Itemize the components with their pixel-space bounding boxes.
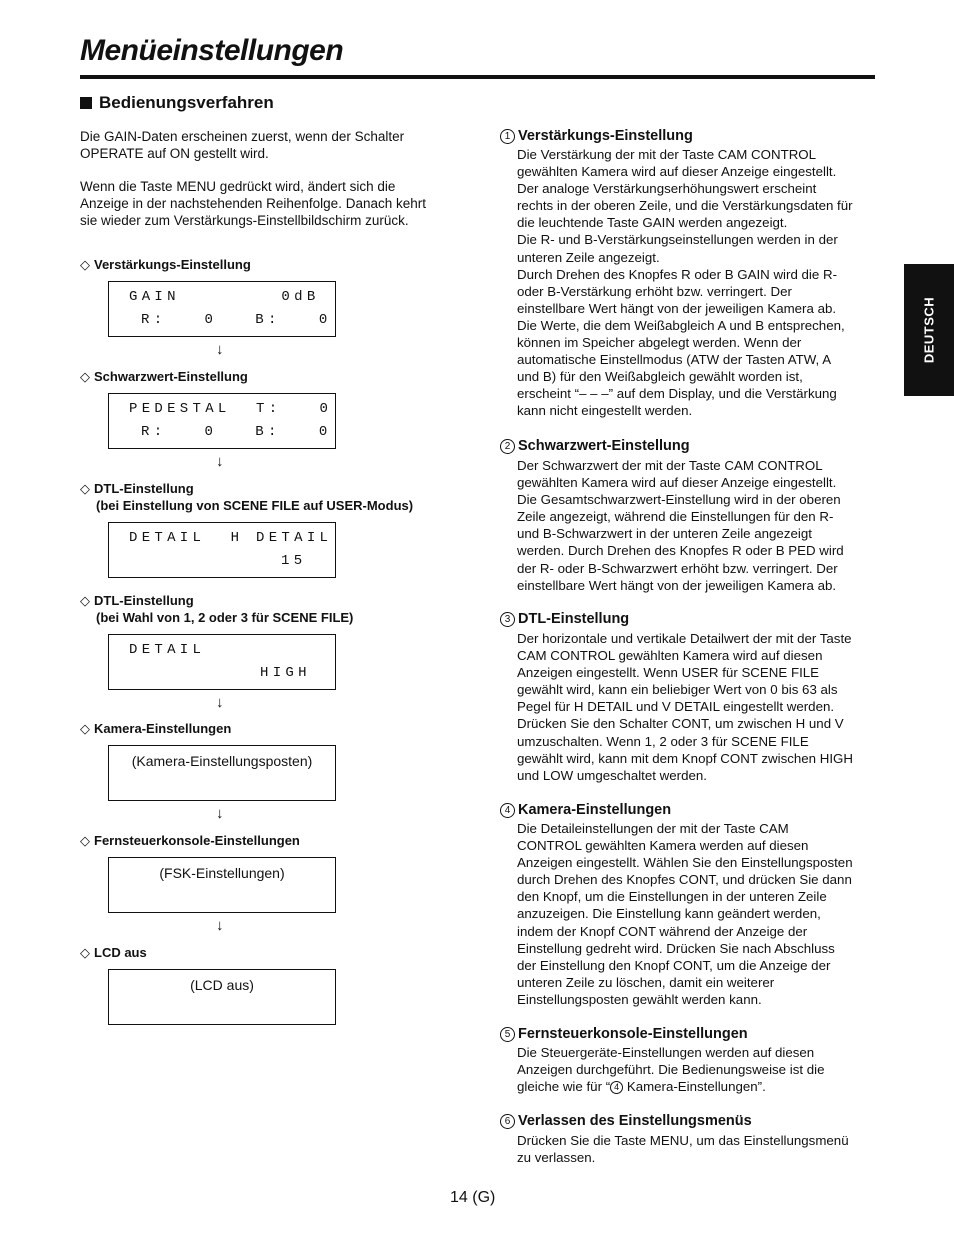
lcd-display-lcd-off bbox=[108, 969, 336, 1025]
item-body-camera bbox=[517, 820, 877, 1008]
down-arrow-icon: ↓ bbox=[216, 917, 224, 934]
body-line: CAM CONTROL gewählten Kamera wird auf diesen bbox=[517, 648, 823, 664]
section-heading bbox=[80, 93, 274, 113]
lcd-display-pedestal bbox=[108, 393, 336, 449]
item-heading-remote bbox=[500, 1026, 748, 1042]
diamond-icon: ◇ bbox=[80, 721, 90, 736]
body-line: Anzeigen durchgeführt. Die Bedienungsweise ist die bbox=[517, 1062, 825, 1078]
diagram-label-text: Fernsteuerkonsole-Einstellungen bbox=[94, 833, 300, 848]
item-heading-text: Fernsteuerkonsole-Einstellungen bbox=[518, 1026, 748, 1042]
section-heading-text: Bedienungsverfahren bbox=[99, 93, 274, 112]
down-arrow-icon: ↓ bbox=[216, 805, 224, 822]
item-body-pedestal bbox=[517, 457, 877, 594]
body-line bbox=[517, 1078, 877, 1095]
lcd-display-dtl-scene bbox=[108, 634, 336, 690]
item-heading-dtl bbox=[500, 611, 629, 627]
diagram-label-text: LCD aus bbox=[94, 945, 147, 960]
body-line: und B-Schwarzwert in der unteren Zeile angezeigt bbox=[517, 526, 812, 542]
body-line: gewählt wird, kann mit dem Knopf CONT zwischen HIGH bbox=[517, 750, 853, 766]
body-line: Drücken Sie den Schalter CONT, um zwischen H und V bbox=[517, 716, 844, 732]
body-line: zu verlassen. bbox=[517, 1150, 596, 1166]
lcd-display-gain bbox=[108, 281, 336, 337]
item-heading-text: Verstärkungs-Einstellung bbox=[518, 128, 693, 144]
item-heading-text: Schwarzwert-Einstellung bbox=[518, 438, 690, 454]
diagram-sublabel-dtl-user: (bei Einstellung von SCENE FILE auf USER-Modus) bbox=[96, 498, 414, 513]
item-heading-text: DTL-Einstellung bbox=[518, 611, 630, 627]
diamond-icon: ◇ bbox=[80, 481, 90, 496]
body-line: Der horizontale und vertikale Detailwert der mit der Taste bbox=[517, 631, 852, 646]
item-heading-camera bbox=[500, 802, 671, 818]
body-line: Zeile angezeigt, während die Einstellungen für den R- bbox=[517, 509, 834, 525]
circled-number-icon: 3 bbox=[500, 612, 515, 627]
diamond-icon: ◇ bbox=[80, 945, 90, 960]
page-title: Menüeinstellungen bbox=[80, 34, 344, 67]
body-line: Anzeigen eingestellt. Wenn USER für SCENE FILE bbox=[517, 665, 820, 681]
diamond-icon: ◇ bbox=[80, 257, 90, 272]
body-line: durch Drehen des Knopfes CONT, und drücken Sie dann bbox=[517, 872, 852, 888]
body-line: können im Speicher abgelegt werden. Wenn der bbox=[517, 335, 802, 351]
circled-number-icon: 4 bbox=[610, 1081, 623, 1094]
item-heading-text: Verlassen des Einstellungsmenüs bbox=[518, 1113, 752, 1129]
body-line: oder B-Verstärkung erhöht bzw. verringert. Der bbox=[517, 283, 792, 299]
diagram-label-dtl-scene bbox=[80, 592, 194, 609]
intro-line: Anzeige in der nachstehenden Reihenfolge. Danach kehrt bbox=[80, 196, 426, 211]
item-body-gain bbox=[517, 146, 877, 420]
intro-line: sie wieder zum Verstärkungs-Einstellbildschirm zurück. bbox=[80, 213, 409, 228]
body-line: die leuchtende Taste GAIN werden angezeigt. bbox=[517, 215, 788, 231]
body-line: kann nicht eingestellt werden. bbox=[517, 403, 693, 419]
body-line: einstellbare Wert hängt von der jeweiligen Kamera ab. bbox=[517, 300, 837, 316]
lcd-display-camera bbox=[108, 745, 336, 801]
circled-number-icon: 6 bbox=[500, 1114, 515, 1129]
body-line: der Einstellung den Knopf CONT, um die Anzeige der bbox=[517, 957, 831, 973]
lcd-line-1: GAIN 0dB bbox=[129, 289, 320, 305]
item-heading-text: Kamera-Einstellungen bbox=[518, 802, 672, 818]
lcd-display-dtl-user bbox=[108, 522, 336, 578]
diagram-label-text: DTL-Einstellung bbox=[94, 481, 194, 496]
body-line: CONTROL gewählten Kamera werden auf diesen bbox=[517, 838, 809, 854]
diagram-label-text: Verstärkungs-Einstellung bbox=[94, 257, 251, 272]
circled-number-icon: 1 bbox=[500, 129, 515, 144]
lcd-line-2: 15 bbox=[281, 553, 307, 569]
diagram-label-pedestal bbox=[80, 368, 248, 385]
diagram-sublabel-dtl-scene: (bei Wahl von 1, 2 oder 3 für SCENE FILE) bbox=[96, 610, 354, 625]
page-number: 14 (G) bbox=[450, 1189, 496, 1206]
diagram-label-remote bbox=[80, 832, 300, 849]
intro-paragraph-2 bbox=[80, 178, 460, 229]
body-line: Einstellung gedreht wird. Drücken Sie nach Abschluss bbox=[517, 940, 835, 956]
body-line: indem der Knopf CONT während der Anzeige der bbox=[517, 923, 808, 939]
intro-line: Wenn die Taste MENU gedrückt wird, ändert sich die bbox=[80, 179, 396, 194]
body-line: der R- oder B-Schwarzwert erhöht bzw. verringert. Der bbox=[517, 560, 838, 576]
body-line: Die Gesamtschwarzwert-Einstellung wird in der oberen bbox=[517, 492, 841, 508]
item-body-exit bbox=[517, 1132, 877, 1166]
diamond-icon: ◇ bbox=[80, 833, 90, 848]
item-heading-pedestal bbox=[500, 438, 690, 454]
body-line: gewählten Kamera wird auf dieser Anzeige eingestellt. bbox=[517, 164, 837, 180]
diagram-label-gain bbox=[80, 256, 251, 273]
lcd-line-2: R: 0 B: 0 bbox=[141, 312, 332, 328]
body-line: gewählten Kamera wird auf dieser Anzeige eingestellt. bbox=[517, 475, 837, 491]
circled-number-icon: 2 bbox=[500, 439, 515, 454]
body-line: automatische Einstellmodus (ATW der Tasten ATW, A bbox=[517, 352, 832, 368]
lcd-caption: (LCD aus) bbox=[190, 977, 254, 993]
circled-number-icon: 4 bbox=[500, 803, 515, 818]
item-body-remote bbox=[517, 1044, 877, 1095]
item-heading-exit bbox=[500, 1113, 752, 1129]
body-line: Der Schwarzwert der mit der Taste CAM CONTROL bbox=[517, 458, 823, 473]
body-line: gewählt wird, kann ein beliebiger Wert von 0 bis 63 als bbox=[517, 682, 838, 698]
body-line: Anzeigen eingestellt. Wählen Sie den Einstellungsposten bbox=[517, 855, 853, 871]
body-line: unteren Zeile angezeigt. bbox=[517, 249, 660, 265]
side-tab-label: DEUTSCH bbox=[921, 296, 937, 364]
diagram-label-dtl-user bbox=[80, 480, 194, 497]
lcd-caption: (FSK-Einstellungen) bbox=[159, 865, 285, 881]
diamond-icon: ◇ bbox=[80, 593, 90, 608]
lcd-line-1: DETAIL bbox=[129, 642, 206, 658]
body-line: Die Werte, die dem Weißabgleich A und B entsprechen, bbox=[517, 317, 845, 333]
body-line: werden. Durch Drehen des Knopfes R oder B PED wird bbox=[517, 543, 844, 559]
diagram-label-text: DTL-Einstellung bbox=[94, 593, 194, 608]
body-line: erscheint “– – –” auf dem Display, und die Verstärkung bbox=[517, 386, 837, 402]
down-arrow-icon: ↓ bbox=[216, 453, 224, 470]
diagram-label-text: Kamera-Einstellungen bbox=[94, 721, 232, 736]
lcd-line-2: R: 0 B: 0 bbox=[141, 424, 332, 440]
down-arrow-icon: ↓ bbox=[216, 694, 224, 711]
title-rule bbox=[80, 75, 875, 79]
item-body-dtl bbox=[517, 630, 877, 784]
body-line: Die R- und B-Verstärkungseinstellungen werden in der bbox=[517, 232, 838, 248]
item-heading-gain bbox=[500, 128, 693, 144]
body-line: Der analoge Verstärkungserhöhungswert erscheint bbox=[517, 181, 817, 197]
body-line: Drücken Sie die Taste MENU, um das Einstellungsmenü bbox=[517, 1133, 849, 1148]
body-line: umzuschalten. Wenn 1, 2 oder 3 für SCENE FILE bbox=[517, 733, 809, 749]
intro-line: OPERATE auf ON gestellt wird. bbox=[80, 146, 269, 161]
body-line: Durch Drehen des Knopfes R oder B GAIN wird die R- bbox=[517, 266, 838, 282]
diagram-label-text: Schwarzwert-Einstellung bbox=[94, 369, 248, 384]
body-line: Die Verstärkung der mit der Taste CAM CONTROL bbox=[517, 147, 817, 162]
lcd-line-1: PEDESTAL T: 0 bbox=[129, 401, 333, 417]
diagram-label-lcd-off bbox=[80, 944, 147, 961]
body-line: Die Steuergeräte-Einstellungen werden auf diesen bbox=[517, 1045, 815, 1060]
body-text: gleiche wie für “ bbox=[517, 1079, 611, 1095]
intro-paragraph-1 bbox=[80, 128, 460, 162]
body-line: Einstellungsposten gewählt werden kann. bbox=[517, 991, 762, 1007]
body-line: unteren Zeile zu löschen, damit ein weiterer bbox=[517, 974, 775, 990]
body-line: den Knopf, um die Einstellungen in der unteren Zeile bbox=[517, 889, 827, 905]
lcd-caption: (Kamera-Einstellungsposten) bbox=[131, 753, 313, 769]
diamond-icon: ◇ bbox=[80, 369, 90, 384]
body-text: Kamera-Einstellungen”. bbox=[623, 1079, 766, 1095]
body-line: und LOW umgeschaltet werden. bbox=[517, 767, 707, 783]
body-line: rechts in der oberen Zeile, und die Verstärkungsdaten für bbox=[517, 198, 853, 214]
lcd-display-remote bbox=[108, 857, 336, 913]
down-arrow-icon: ↓ bbox=[216, 341, 224, 358]
body-line: anzuzeigen. Die Einstellung kann geändert werden, bbox=[517, 906, 821, 922]
body-line: einstellbare Wert hängt von der jeweiligen Kamera ab. bbox=[517, 577, 837, 593]
body-line: und B) für den Weißabgleich gewählt worden ist, bbox=[517, 369, 803, 385]
body-line: Die Detaileinstellungen der mit der Taste CAM bbox=[517, 821, 789, 836]
body-line: Pegel für H DETAIL und V DETAIL eingestellt werden. bbox=[517, 699, 835, 715]
lcd-line-1: DETAIL H DETAIL bbox=[129, 530, 333, 546]
language-side-tab bbox=[904, 264, 954, 396]
intro-line: Die GAIN-Daten erscheinen zuerst, wenn der Schalter bbox=[80, 129, 405, 144]
circled-number-icon: 5 bbox=[500, 1027, 515, 1042]
lcd-line-2: HIGH bbox=[260, 665, 311, 681]
square-bullet-icon bbox=[80, 97, 92, 109]
diagram-label-camera bbox=[80, 720, 231, 737]
